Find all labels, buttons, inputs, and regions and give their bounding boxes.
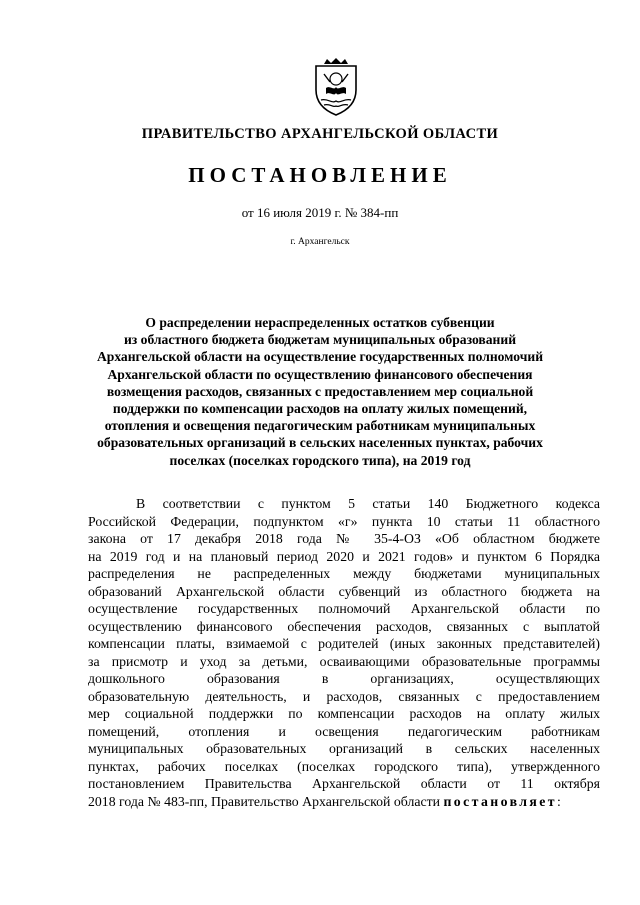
document-kind-title: ПОСТАНОВЛЕНИЕ	[188, 163, 452, 187]
document-date-number: от 16 июля 2019 г. № 384-пп	[241, 205, 399, 220]
document-subject	[80, 314, 560, 469]
resolves-keyword: постановляет	[443, 793, 557, 809]
body-line: муниципальных образовательных организаций в сельских населенных	[88, 741, 600, 756]
body-line: закона от 17 декабря 2018 года № 35-4-ОЗ «Об областном бюджете	[88, 531, 600, 546]
document-city: г. Архангельск	[290, 237, 350, 247]
body-line: мер социальной поддержки по компенсации расходов на оплату жилых	[88, 706, 600, 721]
body-line: образований Архангельской области субвенций из областного бюджета на	[88, 583, 600, 599]
body-line: Российской Федерации, подпунктом «г» пункта 10 статьи 11 областного	[88, 513, 600, 529]
subject-line: О распределении нераспределенных остатков субвенции	[145, 315, 495, 330]
document-body	[88, 495, 600, 810]
subject-line: Архангельской области на осуществление государственных полномочий	[96, 349, 544, 365]
body-line: постановлением Правительства Архангельской области от 11 октября	[88, 776, 600, 791]
body-line: пунктах, рабочих поселках (поселках городского типа), утвержденного	[88, 758, 600, 774]
body-line: за присмотр и уход за детьми, осваивающими образовательные программы	[88, 653, 600, 669]
body-last-line-colon: :	[556, 793, 561, 809]
subject-line: из областного бюджета бюджетам муниципальных образований	[123, 332, 517, 348]
government-title: ПРАВИТЕЛЬСТВО АРХАНГЕЛЬСКОЙ ОБЛАСТИ	[141, 126, 499, 142]
body-line: компенсации платы, взимаемой с родителей (иных законных представителей)	[88, 636, 600, 651]
coat-of-arms-emblem	[312, 58, 360, 116]
subject-line: возмещения расходов, связанных с предоставлением мер социальной	[106, 383, 534, 399]
body-line: образовательную деятельность, и расходов, связанных с предоставлением	[88, 688, 600, 704]
body-last-line-text: 2018 года № 483-пп, Правительство Архангельской области	[88, 793, 444, 809]
subject-line: образовательных организаций в сельских населенных пунктах, рабочих	[97, 435, 543, 451]
body-line: осуществление государственных полномочий Архангельской области по	[88, 601, 600, 616]
subject-line: Архангельской области по осуществлению финансового обеспечения	[107, 366, 533, 382]
body-last-line	[88, 793, 600, 811]
body-line: распределения не распределенных между бюджетами муниципальных	[88, 566, 600, 581]
subject-line: отопления и освещения педагогическим работникам муниципальных	[104, 418, 536, 434]
body-line: осуществлению финансового обеспечения расходов, связанных с выплатой	[88, 618, 600, 634]
body-line: помещений, отопления и освещения педагогическим работникам	[88, 723, 600, 739]
body-line: В соответствии с пунктом 5 статьи 140 Бюджетного кодекса	[136, 496, 600, 511]
body-line: на 2019 год и на плановый период 2020 и 2021 годов» и пунктом 6 Порядка	[88, 548, 600, 564]
subject-line: поддержки по компенсации расходов на оплату жилых помещений,	[112, 401, 528, 417]
subject-line: поселках (поселках городского типа), на 2019 год	[169, 452, 471, 468]
body-line: дошкольного образования в организациях, осуществляющих	[88, 671, 600, 686]
